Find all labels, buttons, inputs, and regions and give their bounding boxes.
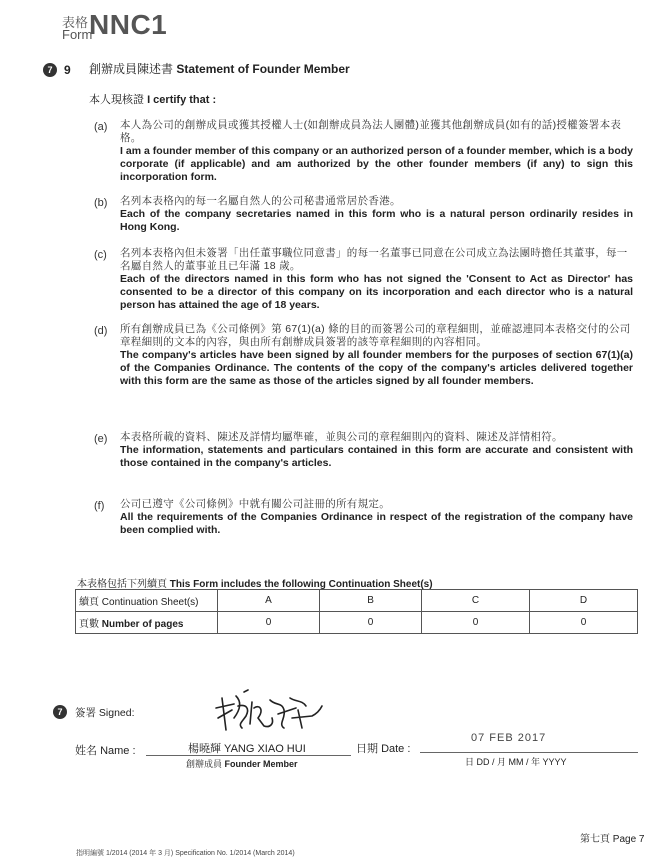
column-header: B [320, 590, 422, 612]
section-title-zh: 創辦成員陳述書 [89, 62, 174, 76]
item-text-zh: 本表格所載的資料、陳述及詳情均屬準確，並與公司的章程細則內的資料、陳述及詳情相符。 [120, 431, 563, 443]
date-format-caption: 日 DD / 月 MM / 年 YYYY [465, 757, 567, 767]
founder-member-caption [186, 757, 298, 770]
column-header: D [530, 590, 638, 612]
statement-item-f [120, 498, 633, 537]
item-label: (d) [94, 325, 108, 337]
row-label [76, 612, 218, 634]
item-text-en: The information, statements and particulars contained in this form are accurate and consistent with those contained in the company's articles. [120, 444, 633, 469]
page-count-cell[interactable]: 0 [530, 612, 638, 634]
section-badge-icon: 7 [43, 63, 57, 77]
item-text-zh: 名列本表格內的每一名屬自然人的公司秘書通常居於香港。 [120, 195, 401, 207]
name-underline [146, 755, 351, 756]
item-label: (c) [94, 249, 107, 261]
page-count-cell[interactable]: 0 [320, 612, 422, 634]
row-label [76, 590, 218, 612]
page-count-cell[interactable]: 0 [218, 612, 320, 634]
role-zh: 創辦成員 [186, 759, 223, 769]
date-field[interactable]: 07 FEB 2017 [471, 732, 547, 744]
certify-zh: 本人現核證 [89, 94, 144, 106]
date-label [356, 740, 410, 756]
statement-item-c [120, 247, 633, 312]
date-label-zh: 日期 [356, 743, 378, 755]
name-field[interactable]: 楊曉輝 YANG XIAO HUI [188, 743, 306, 755]
row-label-en: Number of pages [101, 619, 184, 630]
column-header: C [422, 590, 530, 612]
item-text-en: All the requirements of the Companies Ordinance in respect of the registration of the company have been complied with. [120, 511, 633, 536]
signature-badge-icon: 7 [53, 705, 67, 719]
handwritten-signature [212, 688, 327, 733]
certify-en: I certify that : [147, 94, 217, 106]
item-text-zh: 名列本表格內但未簽署「出任董事職位同意書」的每一名董事已同意在公司成立為法團時擔任其董事，每一名屬自然人的董事並且已年滿 18 歲。 [120, 247, 628, 272]
item-label: (e) [94, 433, 108, 445]
name-label [75, 742, 136, 758]
continuation-heading-zh: 本表格包括下列續頁 [77, 579, 167, 590]
item-text-en: The company's articles have been signed by all founder members for the purposes of section 67(1)(a) of the Companies Ordinance. The contents of the copy of the company's articles delivered together with this form are the same as those of the articles signed by all founder members. [120, 349, 633, 387]
continuation-table [75, 589, 638, 634]
section-title [89, 60, 350, 77]
item-text-en: Each of the company secretaries named in this form who is a natural person ordinarily resides in Hong Kong. [120, 208, 633, 233]
table-row [76, 612, 638, 634]
item-text-en: Each of the directors named in this form who has not signed the 'Consent to Act as Director' has consented to be a director of this company on its incorporation and each director who is a natural person has attained the age of 18 years. [120, 273, 633, 311]
name-label-en: Name : [100, 745, 136, 757]
row-label-zh: 頁數 [79, 619, 99, 630]
item-label: (f) [94, 500, 105, 512]
item-label: (a) [94, 121, 108, 133]
item-text-zh: 公司已遵守《公司條例》中就有關公司註冊的所有規定。 [120, 498, 390, 510]
section-title-en: Statement of Founder Member [176, 62, 350, 76]
item-text-zh: 本人為公司的創辦成員或獲其授權人士(如創辦成員為法人團體)並獲其他創辦成員(如有的話)授權簽署本表格。 [120, 119, 622, 144]
page-number: 第七頁 Page 7 [580, 834, 645, 845]
signed-label [75, 705, 135, 720]
statement-item-e [120, 431, 633, 470]
specification-note: 指明編號 1/2014 (2014 年 3 月) Specification No. 1/2014 (March 2014) [76, 850, 295, 857]
signed-label-zh: 簽署 [75, 707, 96, 719]
certify-line [89, 91, 216, 107]
date-label-en: Date : [381, 743, 411, 755]
row-label-en: Continuation Sheet(s) [101, 597, 199, 608]
form-label-zh: 表格 [62, 15, 89, 30]
item-text-zh: 所有創辦成員已為《公司條例》第 67(1)(a) 條的目的而簽署公司的章程細則，並確認連同本表格交付的公司章程細則的文本的內容，與由所有創辦成員簽署的該等章程細則的內容相同。 [120, 323, 631, 348]
statement-item-d [120, 323, 633, 388]
table-row [76, 590, 638, 612]
name-label-zh: 姓名 [75, 745, 97, 757]
row-label-zh: 續頁 [79, 597, 99, 608]
form-code: NNC1 [89, 9, 168, 40]
role-en: Founder Member [224, 759, 298, 769]
continuation-heading-en: This Form includes the following Continuation Sheet(s) [169, 579, 433, 590]
column-header: A [218, 590, 320, 612]
statement-item-a [120, 119, 633, 184]
item-text-en: I am a founder member of this company or an authorized person of a founder member, which is a body corporate (if applicable) and am authorized by the other founder members (if any) to sign this incorporation form. [120, 145, 633, 183]
date-underline [420, 752, 638, 753]
statement-item-b [120, 195, 633, 234]
form-label-en: Form [62, 27, 93, 42]
section-number: 9 [64, 63, 71, 77]
signed-label-en: Signed: [98, 707, 135, 719]
continuation-heading [77, 575, 433, 590]
item-label: (b) [94, 197, 108, 209]
page-count-cell[interactable]: 0 [422, 612, 530, 634]
